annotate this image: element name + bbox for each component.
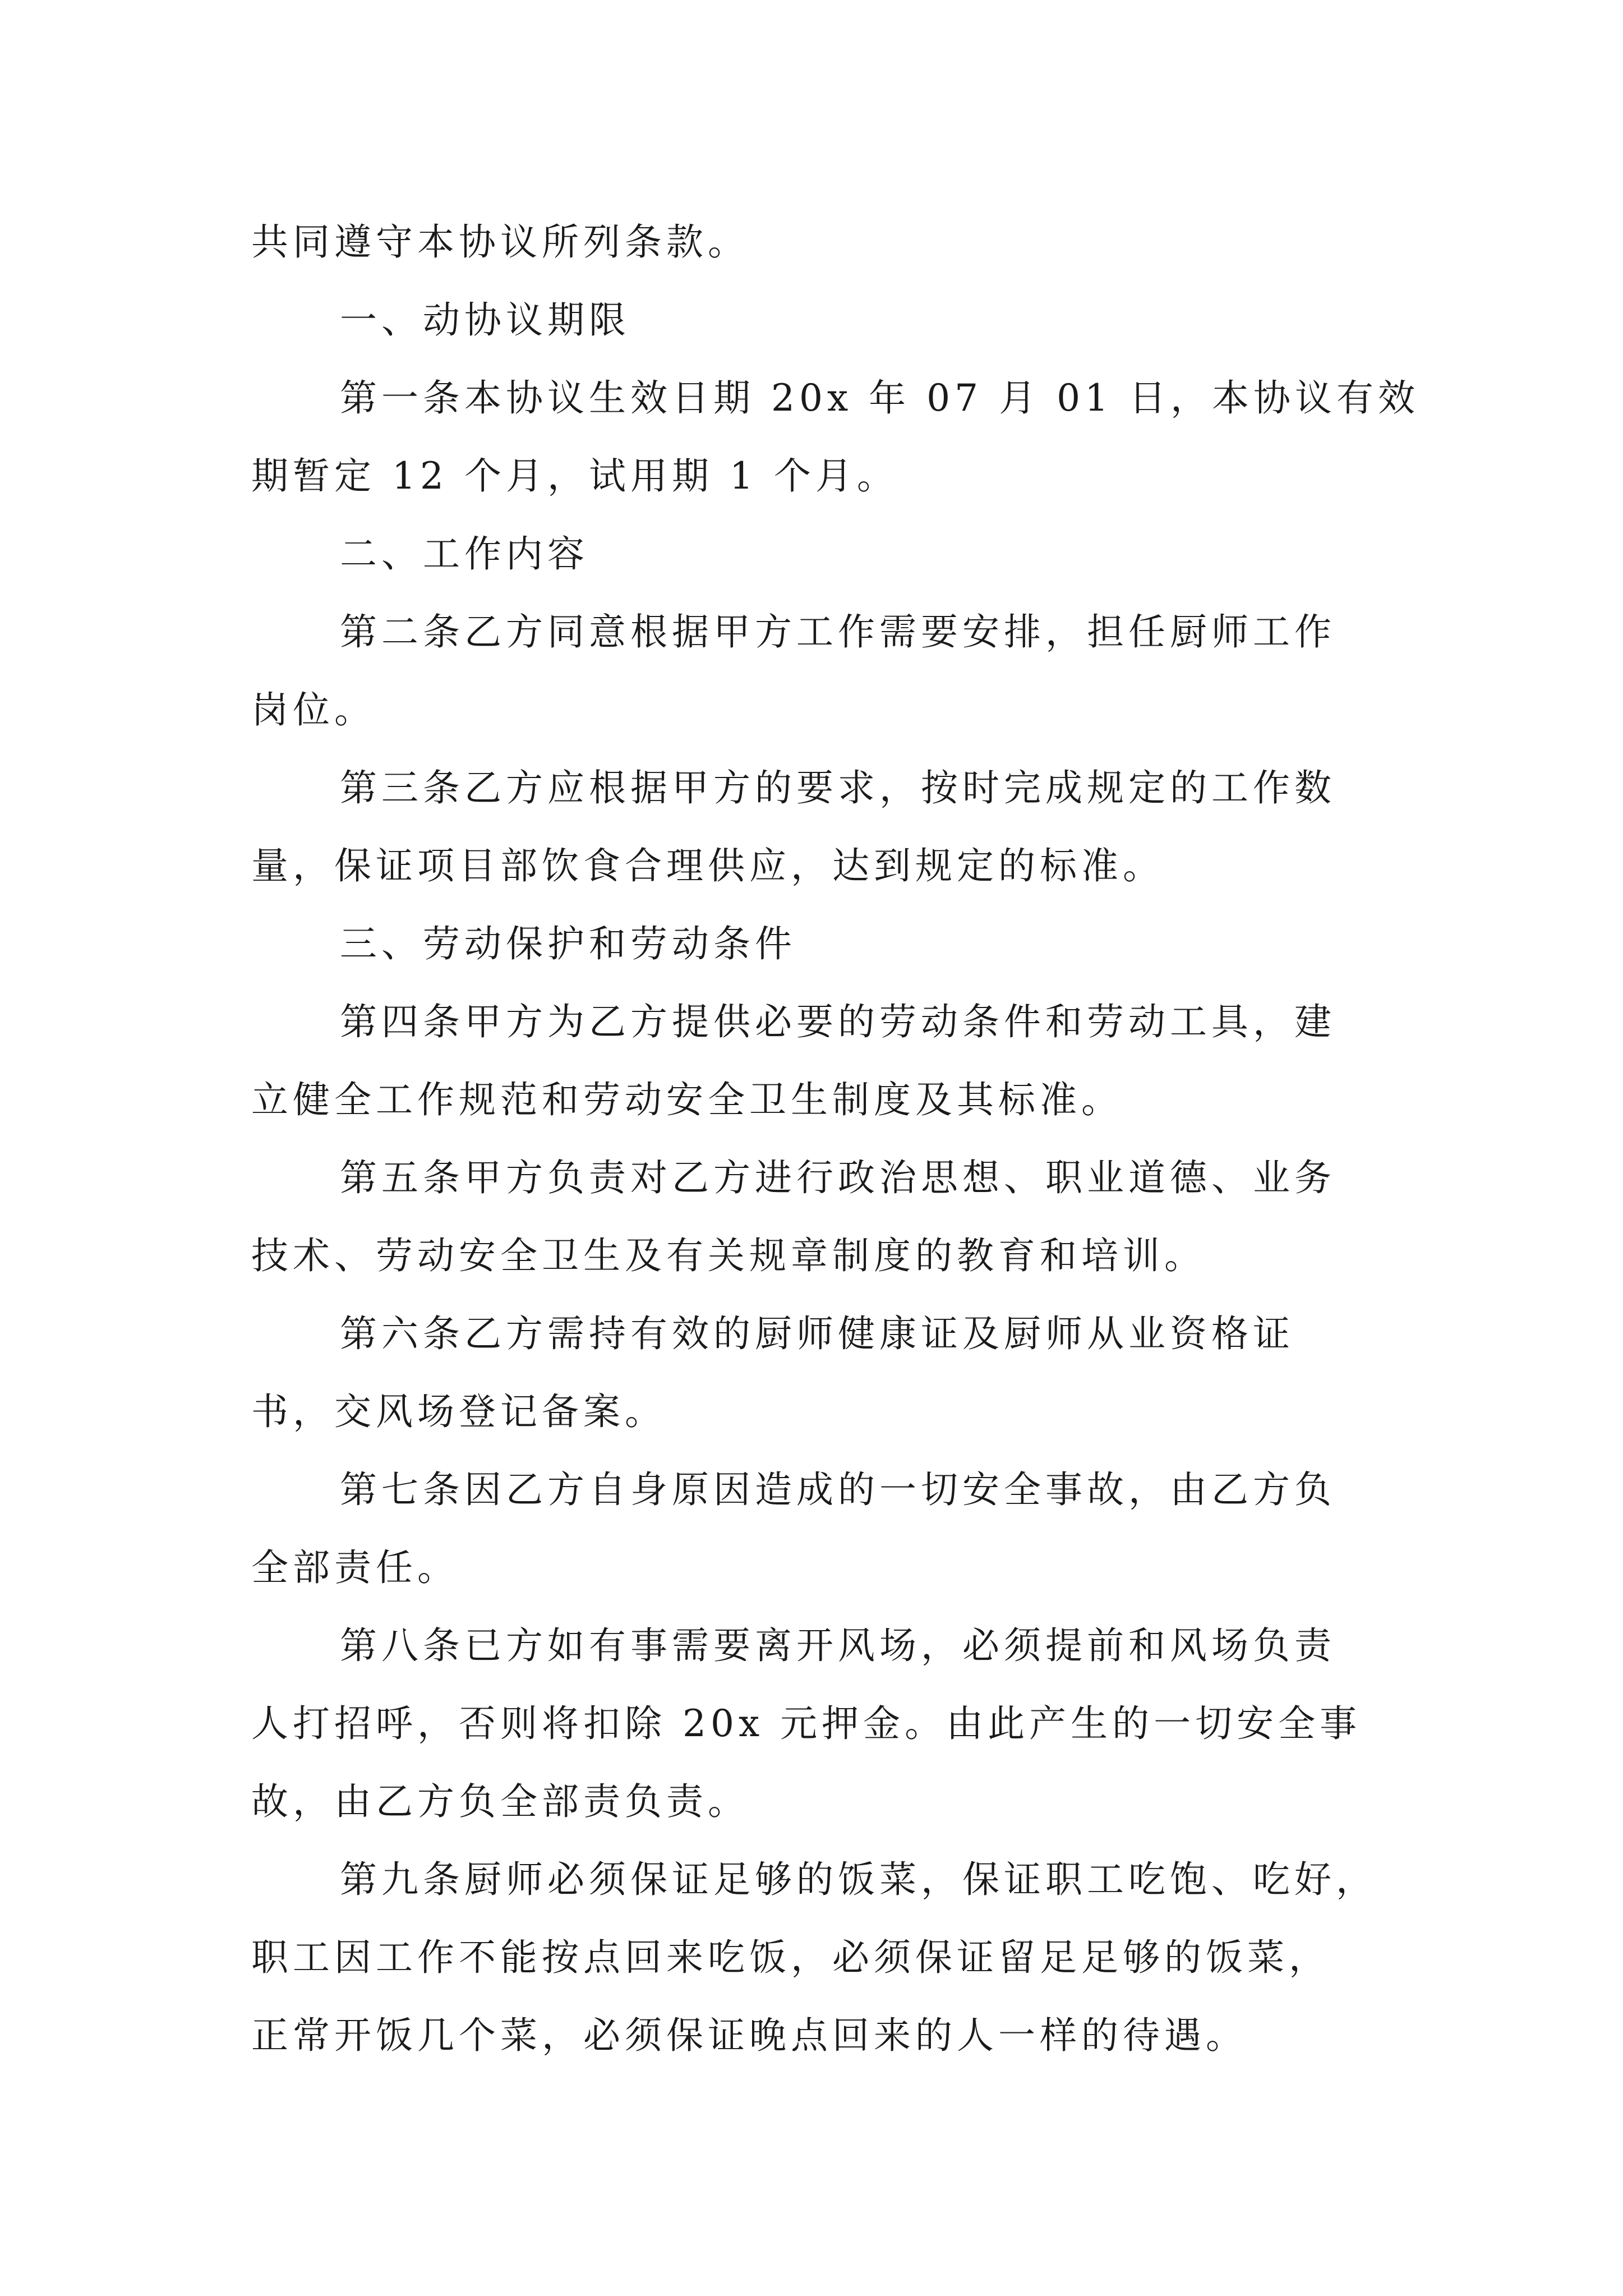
text-line: 第六条乙方需持有效的厨师健康证及厨师从业资格证 [340, 1312, 1294, 1355]
text-line: 第八条已方如有事需要离开风场，必须提前和风场负责 [340, 1624, 1336, 1667]
text-line: 期暂定 12 个月，试用期 1 个月。 [251, 454, 898, 498]
text-line: 故，由乙方负全部责负责。 [251, 1780, 749, 1823]
text-line: 岗位。 [251, 688, 376, 731]
text-line: 第二条乙方同意根据甲方工作需要安排，担任厨师工作 [340, 610, 1336, 654]
text-line: 第三条乙方应根据甲方的要求，按时完成规定的工作数 [340, 766, 1336, 809]
text-line: 第五条甲方负责对乙方进行政治思想、职业道德、业务 [340, 1156, 1336, 1199]
text-line: 技术、劳动安全卫生及有关规章制度的教育和培训。 [251, 1234, 1206, 1277]
text-line: 职工因工作不能按点回来吃饭，必须保证留足足够的饭菜， [251, 1936, 1330, 1979]
text-line: 量，保证项目部饮食合理供应，达到规定的标准。 [251, 844, 1164, 887]
section-heading: 三、劳动保护和劳动条件 [340, 922, 796, 965]
text-line: 全部责任。 [251, 1546, 459, 1589]
text-line: 人打招呼，否则将扣除 20x 元押金。由此产生的一切安全事 [251, 1702, 1362, 1745]
text-line: 书，交风场登记备案。 [251, 1390, 666, 1433]
text-line: 第一条本协议生效日期 20x 年 07 月 01 日，本协议有效 [340, 376, 1420, 420]
document-body [251, 203, 1420, 2074]
section-heading: 二、工作内容 [340, 532, 589, 576]
section-heading: 一、动协议期限 [340, 298, 630, 342]
text-line: 第七条因乙方自身原因造成的一切安全事故，由乙方负 [340, 1468, 1336, 1511]
text-line: 立健全工作规范和劳动安全卫生制度及其标准。 [251, 1078, 1123, 1121]
text-line: 正常开饭几个菜，必须保证晚点回来的人一样的待遇。 [251, 2014, 1247, 2057]
text-line: 第九条厨师必须保证足够的饭菜，保证职工吃饱、吃好， [340, 1858, 1377, 1901]
text-line: 第四条甲方为乙方提供必要的劳动条件和劳动工具，建 [340, 1000, 1336, 1043]
text-line: 共同遵守本协议所列条款。 [251, 220, 749, 264]
